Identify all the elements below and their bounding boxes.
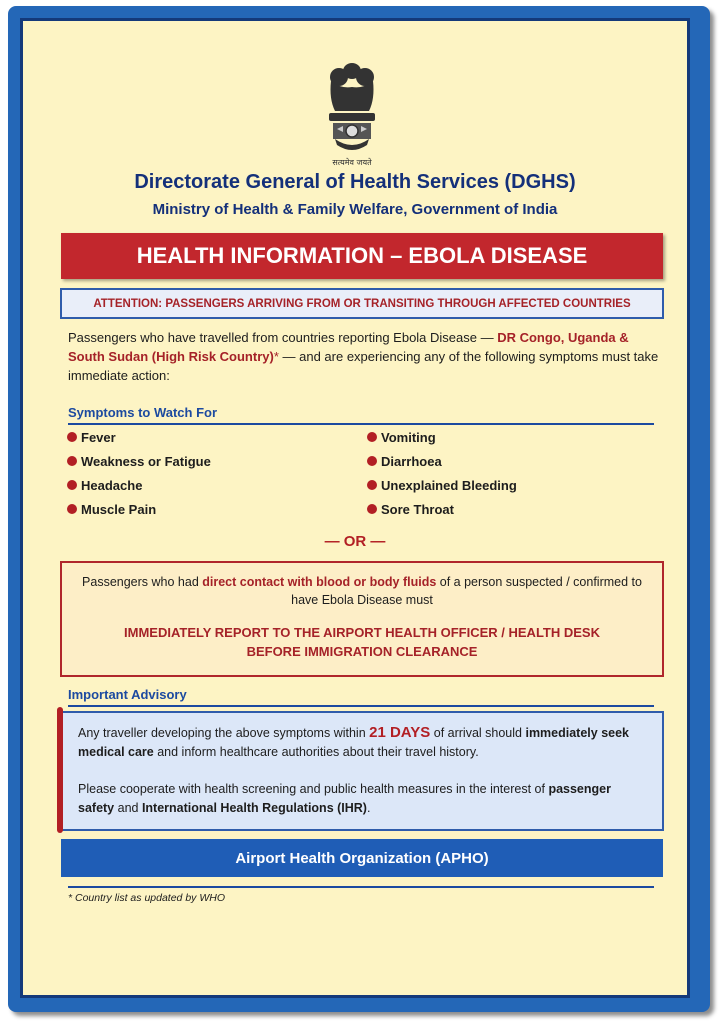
footer-divider (68, 886, 654, 888)
advisory-heading: Important Advisory (68, 687, 654, 707)
bullet-icon (367, 432, 377, 442)
bullet-icon (67, 480, 77, 490)
list-item (367, 425, 517, 449)
contact-text (62, 573, 662, 609)
list-item (367, 473, 517, 497)
symptom-label: Headache (81, 477, 143, 493)
list-item (67, 497, 211, 521)
org-title: Directorate General of Health Services (DGHS) (134, 171, 576, 193)
adv-bold: International Health Regulations (IHR) (141, 801, 367, 815)
adv-text: of arrival should (430, 726, 526, 740)
list-item (67, 425, 211, 449)
symptom-label: Vomiting (381, 429, 436, 445)
symptom-label: Sore Throat (381, 501, 454, 517)
bullet-icon (67, 504, 77, 514)
advisory-paragraph-2 (62, 780, 662, 818)
intro-asterisk: * (273, 349, 279, 364)
attention-notice (60, 288, 664, 319)
adv-text: and inform healthcare authorities about their travel history. (153, 745, 479, 759)
symptoms-left-column (67, 425, 211, 521)
bullet-icon (367, 504, 377, 514)
action-line-1: IMMEDIATELY REPORT TO THE AIRPORT HEALTH OFFICER / HEALTH DESK (124, 625, 600, 640)
symptoms-heading: Symptoms to Watch For (68, 405, 654, 425)
poster-frame (8, 6, 710, 1012)
contact-part2: of a person suspected / confirmed to have Ebola Disease must (291, 575, 642, 607)
intro-paragraph (68, 328, 664, 385)
title-banner (61, 233, 663, 279)
symptom-label: Fever (81, 429, 116, 445)
footer-org: Airport Health Organization (APHO) (235, 849, 489, 867)
banner-title: HEALTH INFORMATION – EBOLA DISEASE (136, 243, 588, 268)
footer-banner (61, 839, 663, 877)
symptoms-right-column (367, 425, 517, 521)
adv-text: . (366, 801, 371, 815)
or-separator: — OR — (324, 533, 386, 550)
bullet-icon (367, 456, 377, 466)
intro-part2: — and are experiencing any of the following symptoms must take immediate action: (68, 349, 659, 383)
advisory-accent-bar (57, 707, 63, 833)
adv-text: Any traveller developing the above symptoms within (78, 726, 370, 740)
advisory-box (60, 711, 664, 831)
adv-text: Please cooperate with health screening and public health measures in the interest of (78, 782, 549, 796)
footnote: * Country list as updated by WHO (68, 892, 225, 904)
contact-highlight: direct contact with blood or body fluids (202, 575, 437, 589)
contact-part1: Passengers who had (82, 575, 203, 589)
days-highlight: 21 DAYS (369, 724, 431, 741)
poster-body (20, 18, 690, 998)
bullet-icon (67, 432, 77, 442)
intro-part1: Passengers who have travelled from countries reporting Ebola Disease — (68, 330, 498, 345)
list-item (67, 473, 211, 497)
bullet-icon (367, 480, 377, 490)
symptom-label: Weakness or Fatigue (81, 453, 211, 469)
ministry-subtitle: Ministry of Health & Family Welfare, Government of India (152, 201, 558, 218)
emblem-motto: सत्यमेव जयते (332, 158, 372, 167)
adv-text: and (114, 801, 142, 815)
list-item (367, 497, 517, 521)
adv-bold: passenger safety (78, 782, 611, 815)
contact-notice-box (60, 561, 664, 677)
contact-action (62, 623, 662, 661)
national-emblem-icon (319, 59, 385, 169)
advisory-paragraph-1 (62, 723, 662, 762)
attention-text: ATTENTION: PASSENGERS ARRIVING FROM OR TRANSITING THROUGH AFFECTED COUNTRIES (93, 297, 631, 310)
symptom-label: Unexplained Bleeding (381, 477, 517, 493)
list-item (367, 449, 517, 473)
symptom-label: Muscle Pain (81, 501, 157, 517)
intro-countries: DR Congo, Uganda & South Sudan (High Risk Country) (68, 330, 629, 364)
bullet-icon (67, 456, 77, 466)
list-item (67, 449, 211, 473)
symptom-label: Diarrhoea (381, 453, 442, 469)
adv-bold: immediately seek medical care (78, 726, 630, 759)
action-line-2: BEFORE IMMIGRATION CLEARANCE (246, 644, 478, 659)
